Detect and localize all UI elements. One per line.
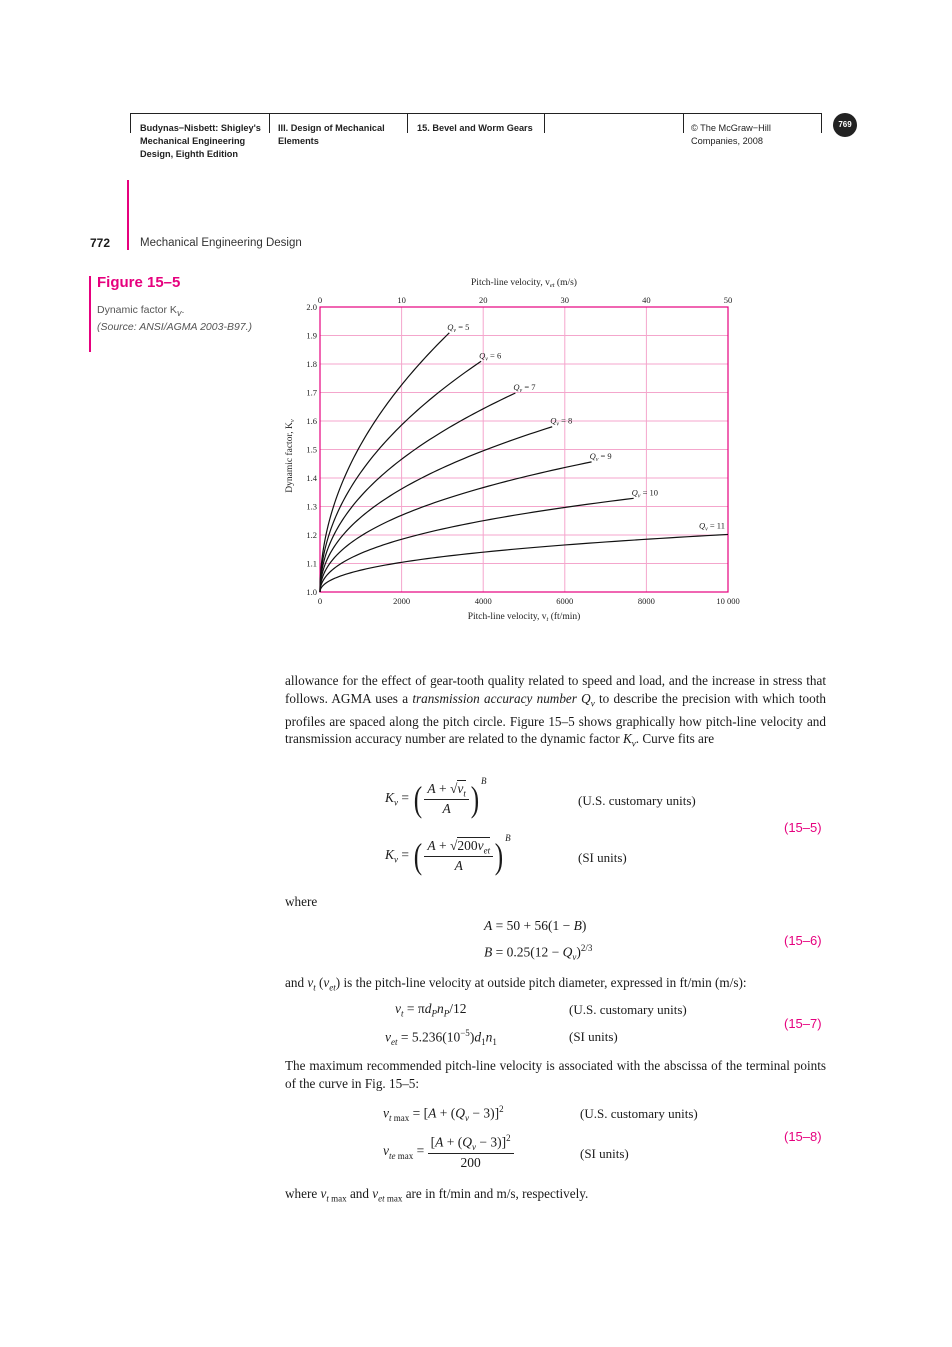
page-number: 772 xyxy=(90,236,111,250)
units-label-us: (U.S. customary units) xyxy=(580,1106,698,1121)
x2-tick-label: 20 xyxy=(478,295,488,305)
equation-vt-si: $v_{et} = 5.236(10^{-5})d_1n_1$ xyxy=(385,1028,497,1048)
chart-bottom-axis-label: Pitch-line velocity, $v_t$ (ft/min) xyxy=(467,612,581,623)
units-label-si: (SI units) xyxy=(569,1029,618,1044)
x2-tick-label: 50 xyxy=(723,295,733,305)
paragraph-text: where xyxy=(285,1186,318,1201)
y-tick-label: 1.0 xyxy=(306,587,317,597)
units-label-us: (U.S. customary units) xyxy=(578,793,696,808)
dynamic-factor-chart xyxy=(280,270,760,630)
pdf-page-badge: 769 xyxy=(833,113,857,137)
equation-a: A = 50 + 56(1 − B) xyxy=(484,918,587,933)
y-tick-label: 1.9 xyxy=(306,330,317,341)
figure-caption-subscript: v xyxy=(176,308,182,319)
curve-label-qv-11: $Q_v = 11$ xyxy=(698,520,725,533)
y-tick-label: 1.7 xyxy=(306,387,317,398)
header-separator xyxy=(130,113,131,133)
equation-vtmax-us: $v_{t max} = [A + (Q_v - 3)]^2$ xyxy=(383,1104,504,1124)
y-tick-label: 1.6 xyxy=(306,416,317,426)
figure-label: Figure 15–5 xyxy=(97,274,181,291)
curve-qv-7 xyxy=(320,393,515,592)
x-tick-label: 2000 xyxy=(393,596,411,606)
header-rule xyxy=(130,113,822,114)
equation-text: /12 xyxy=(449,1001,467,1016)
chart-top-axis-label: Pitch-line velocity, $v_{et}$ (m/s) xyxy=(471,278,577,289)
x-tick-label: 0 xyxy=(317,596,323,606)
page-running-title: Mechanical Engineering Design xyxy=(140,237,302,249)
equation-kv-us: $K_v$ = ( $\frac{A + √v_t}{A}$ ) $^B$ xyxy=(385,776,487,819)
curve-label-qv-5: $Q_v = 5$ xyxy=(447,321,470,334)
curve-label-qv-8: $Q_v = 8$ xyxy=(550,415,573,428)
header-part-line: III. Design of Mechanical xyxy=(278,123,385,133)
equation-text: = 5.236(10 xyxy=(400,1029,461,1045)
header-publisher-line: Companies, 2008 xyxy=(691,136,764,146)
header-book-line: Mechanical Engineering xyxy=(140,136,246,146)
header-part-line: Elements xyxy=(278,136,319,146)
paragraph-text: . Curve fits are xyxy=(635,731,715,747)
equation-number: (15–7) xyxy=(784,1016,822,1031)
paragraph-max-velocity: The maximum recommended pitch-line velocity is associated with the abscissa of the terminal points of the curve in Fig. 15–5: xyxy=(285,1058,826,1091)
x2-tick-label: 10 xyxy=(397,295,406,305)
equation-number: (15–6) xyxy=(784,933,822,948)
figure-source: (Source: ANSI/AGMA 2003-B97.) xyxy=(97,321,253,334)
x2-tick-label: 40 xyxy=(642,295,651,305)
header-book xyxy=(140,122,261,161)
chart-grid xyxy=(320,307,728,592)
chart-y-axis-label: Dynamic factor, $K_v$ xyxy=(285,419,296,493)
x-tick-label: 8000 xyxy=(637,596,655,606)
paragraph-text: is the pitch-line velocity at outside pitch diameter, expressed in ft/min (m/s): xyxy=(343,975,747,990)
figure-caption xyxy=(97,303,262,334)
equation-number: (15–8) xyxy=(784,1129,822,1144)
x2-tick-label: 0 xyxy=(317,295,323,305)
paragraph-velocity: and $v_t$ $(v_{et})$ is the pitch-line velocity at outside pitch diameter, expressed in ft/min (m/s): xyxy=(285,975,747,993)
curve-label-qv-10: $Q_v = 10$ xyxy=(631,487,659,500)
y-tick-label: 1.4 xyxy=(306,473,317,483)
paragraph-text: allowance for the effect of gear-tooth quality related to speed and load, and the increase in stress that follows. AGMA uses a xyxy=(285,673,826,706)
paragraph-intro: allowance for the effect of gear-tooth quality related to speed and load, and the increase in stress that follows. AGMA uses a transmission accuracy number $Q_v$ to describe the precision with which tooth profiles are spaced along the pitch circle. Figure 15–5 shows graphically how pitch-line velocity and transmission accuracy number are related to the dynamic factor $K_v$. Curve fits are xyxy=(285,673,826,749)
y-tick-label: 1.8 xyxy=(306,359,317,369)
y-tick-label: 1.1 xyxy=(306,558,317,569)
x-tick-label: 10 000 xyxy=(716,596,740,606)
x2-tick-label: 30 xyxy=(560,295,570,305)
header-separator xyxy=(821,113,822,133)
header-book-line: Budynas−Nisbett: Shigley's xyxy=(140,123,261,133)
header-publisher xyxy=(691,122,771,148)
curve-qv-8 xyxy=(320,427,552,592)
paragraph-units: where $v_{t max}$ and $v_{et max}$ are in ft/min and m/s, respectively. xyxy=(285,1186,589,1204)
header-separator xyxy=(407,113,408,133)
header-publisher-line: © The McGraw−Hill xyxy=(691,123,771,133)
header-book-line: Design, Eighth Edition xyxy=(140,149,238,159)
x-tick-label: 4000 xyxy=(474,596,492,606)
equation-denominator: 200 xyxy=(460,1155,481,1171)
header-separator xyxy=(269,113,270,133)
header-separator xyxy=(683,113,684,133)
header-separator xyxy=(544,113,545,133)
equation-b: $B = 0.25(12 - Q_v)^{2/3}$ xyxy=(484,943,593,963)
y-tick-label: 1.5 xyxy=(306,444,317,455)
chart-ticks xyxy=(306,295,739,606)
equation-vtmax-si: $v_{te max}$ = $\frac{[A + (Q_v - 3)]^2}{200}$ xyxy=(383,1133,514,1171)
paragraph-text: are in ft/min and m/s, respectively. xyxy=(405,1186,589,1201)
paragraph-text: to describe the precision with which tooth profiles are spaced along the pitch circle. Figure 15–5 shows graphically how pitch-line velocity and transmission accuracy number are related to the dynamic factor xyxy=(285,690,826,747)
paragraph-text: and xyxy=(349,1186,369,1201)
figure-caption-text: Dynamic factor K xyxy=(97,304,177,316)
y-tick-label: 2.0 xyxy=(306,302,317,312)
curve-label-qv-6: $Q_v = 6$ xyxy=(479,350,502,363)
equation-kv-si: $K_v$ = ( $\frac{A + √200v_{et}}{A}$ ) $^B$ xyxy=(385,833,511,876)
chart-curves xyxy=(320,333,728,592)
emphasis-term: transmission accuracy number xyxy=(412,690,577,706)
units-label-si: (SI units) xyxy=(580,1146,629,1161)
running-header xyxy=(130,113,822,171)
curve-label-qv-7: $Q_v = 7$ xyxy=(513,382,536,395)
curve-qv-9 xyxy=(320,462,592,592)
equation-number: (15–5) xyxy=(784,820,822,835)
units-label-us: (U.S. customary units) xyxy=(569,1002,687,1017)
figure-caption-end: . xyxy=(181,304,185,316)
header-chapter: 15. Bevel and Worm Gears xyxy=(417,123,533,133)
chart-curve-labels xyxy=(447,322,725,533)
units-label-si: (SI units) xyxy=(578,850,627,865)
page-title-rule xyxy=(127,180,129,250)
equation-vt-us: $v_t = \pi d_Pn_P/12$ xyxy=(395,1001,467,1019)
caption-rule xyxy=(89,276,91,352)
where-text: where xyxy=(285,894,318,909)
y-tick-label: 1.2 xyxy=(306,530,317,540)
curve-label-qv-9: $Q_v = 9$ xyxy=(589,450,612,463)
x-tick-label: 6000 xyxy=(556,596,574,606)
header-part xyxy=(278,122,385,148)
y-tick-label: 1.3 xyxy=(306,501,317,512)
